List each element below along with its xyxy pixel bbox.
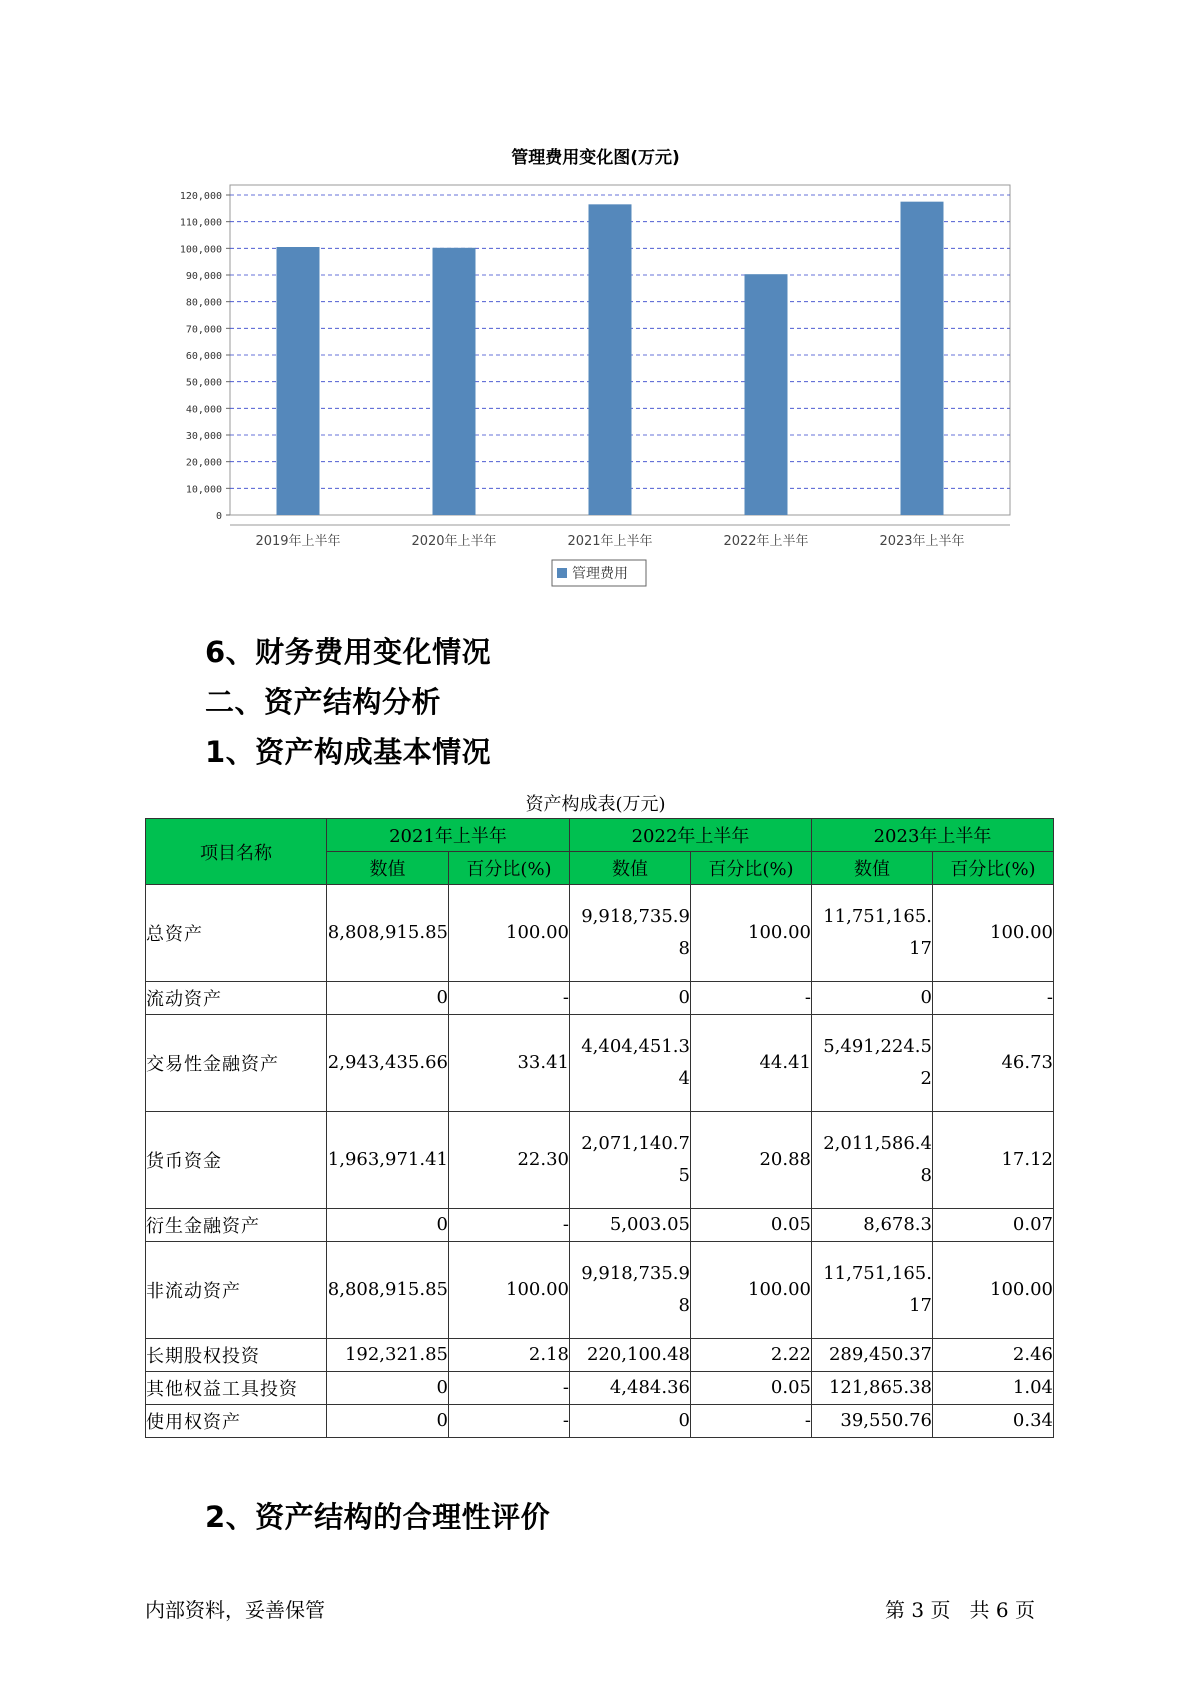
y-tick-label: 50,000: [185, 377, 222, 389]
row-label: 交易性金融资产: [146, 1015, 327, 1112]
value-cell: 0: [812, 982, 933, 1015]
y-tick-label: 60,000: [185, 351, 222, 362]
percent-cell: 0.05: [691, 1209, 812, 1242]
value-cell: 0: [327, 1209, 449, 1242]
asset-composition-table: [145, 818, 1054, 1438]
value-cell: 0: [570, 1405, 691, 1438]
table-row: [146, 1372, 1054, 1405]
header-percent: 百分比(%): [449, 852, 570, 885]
percent-cell: 17.12: [933, 1112, 1054, 1209]
table-row: [146, 1209, 1054, 1242]
value-cell: 8,808,915.85: [327, 1242, 449, 1339]
table-row: [146, 1015, 1054, 1112]
bar: [277, 247, 320, 515]
value-cell: 0: [327, 1372, 449, 1405]
row-label: 其他权益工具投资: [146, 1372, 327, 1405]
percent-cell: 44.41: [691, 1015, 812, 1112]
percent-cell: 100.00: [933, 1242, 1054, 1339]
value-cell: 11,751,165.17: [812, 885, 933, 982]
y-tick-label: 100,000: [179, 244, 222, 256]
table-row: [146, 982, 1054, 1015]
bar: [589, 204, 632, 515]
percent-cell: 100.00: [691, 885, 812, 982]
y-tick-label: 40,000: [185, 404, 222, 416]
value-cell: 9,918,735.98: [570, 885, 691, 982]
percent-cell: 22.30: [449, 1112, 570, 1209]
y-tick-label: 20,000: [185, 457, 222, 469]
value-cell: 1,963,971.41: [327, 1112, 449, 1209]
bar: [433, 248, 476, 515]
percent-cell: 33.41: [449, 1015, 570, 1112]
value-cell: 2,071,140.75: [570, 1112, 691, 1209]
percent-cell: 2.18: [449, 1339, 570, 1372]
percent-cell: 100.00: [691, 1242, 812, 1339]
value-cell: 11,751,165.17: [812, 1242, 933, 1339]
percent-cell: 2.22: [691, 1339, 812, 1372]
value-cell: 0: [327, 1405, 449, 1438]
y-tick-label: 110,000: [179, 217, 222, 229]
header-year-2023: 2023年上半年: [812, 819, 1054, 852]
y-tick-label: 90,000: [185, 271, 222, 282]
footer-page-number: 第 3 页 共 6 页: [885, 1598, 1035, 1622]
bar: [745, 274, 788, 515]
value-cell: 4,484.36: [570, 1372, 691, 1405]
value-cell: 2,943,435.66: [327, 1015, 449, 1112]
heading-asset-structure: 二、资产结构分析: [205, 685, 442, 719]
percent-cell: -: [449, 1372, 570, 1405]
row-label: 使用权资产: [146, 1405, 327, 1438]
value-cell: 5,003.05: [570, 1209, 691, 1242]
heading-asset-composition: 1、资产构成基本情况: [205, 735, 492, 769]
y-tick-label: 10,000: [185, 484, 222, 496]
y-tick-label: 120,000: [179, 191, 222, 202]
x-tick-label: 2021年上半年: [567, 534, 653, 549]
y-tick-label: 80,000: [185, 297, 222, 309]
percent-cell: -: [691, 982, 812, 1015]
percent-cell: 100.00: [449, 885, 570, 982]
table-body: [146, 885, 1054, 1438]
percent-cell: -: [449, 982, 570, 1015]
percent-cell: -: [691, 1405, 812, 1438]
percent-cell: 0.05: [691, 1372, 812, 1405]
row-label: 长期股权投资: [146, 1339, 327, 1372]
x-tick-label: 2022年上半年: [723, 534, 809, 549]
value-cell: 5,491,224.52: [812, 1015, 933, 1112]
y-tick-label: 30,000: [185, 431, 222, 442]
value-cell: 0: [327, 982, 449, 1015]
row-label: 总资产: [146, 885, 327, 982]
legend-label: 管理费用: [572, 566, 628, 582]
percent-cell: 0.34: [933, 1405, 1054, 1438]
percent-cell: 20.88: [691, 1112, 812, 1209]
table-row: [146, 1405, 1054, 1438]
header-percent: 百分比(%): [691, 852, 812, 885]
row-label: 非流动资产: [146, 1242, 327, 1339]
y-tick-label: 0: [215, 511, 222, 522]
row-label: 流动资产: [146, 982, 327, 1015]
row-label: 衍生金融资产: [146, 1209, 327, 1242]
percent-cell: 1.04: [933, 1372, 1054, 1405]
footer-confidential: 内部资料，妥善保管: [145, 1598, 325, 1622]
percent-cell: 46.73: [933, 1015, 1054, 1112]
table-row: [146, 1339, 1054, 1372]
value-cell: 289,450.37: [812, 1339, 933, 1372]
header-value: 数值: [570, 852, 691, 885]
value-cell: 0: [570, 982, 691, 1015]
heading-asset-evaluation: 2、资产结构的合理性评价: [205, 1500, 551, 1534]
chart-title: 管理费用变化图(万元): [511, 148, 680, 168]
header-item-name: 项目名称: [146, 819, 327, 885]
table-row: [146, 1242, 1054, 1339]
header-year-2022: 2022年上半年: [570, 819, 812, 852]
percent-cell: 100.00: [449, 1242, 570, 1339]
legend-swatch: [557, 568, 567, 578]
bar-chart: [150, 175, 1050, 595]
value-cell: 9,918,735.98: [570, 1242, 691, 1339]
row-label: 货币资金: [146, 1112, 327, 1209]
value-cell: 2,011,586.48: [812, 1112, 933, 1209]
percent-cell: 100.00: [933, 885, 1054, 982]
percent-cell: 2.46: [933, 1339, 1054, 1372]
header-year-2021: 2021年上半年: [327, 819, 570, 852]
value-cell: 220,100.48: [570, 1339, 691, 1372]
table-row: [146, 1112, 1054, 1209]
x-tick-label: 2023年上半年: [879, 534, 965, 549]
header-value: 数值: [327, 852, 449, 885]
header-value: 数值: [812, 852, 933, 885]
x-tick-label: 2020年上半年: [411, 534, 497, 549]
percent-cell: -: [449, 1209, 570, 1242]
value-cell: 192,321.85: [327, 1339, 449, 1372]
value-cell: 8,678.3: [812, 1209, 933, 1242]
value-cell: 39,550.76: [812, 1405, 933, 1438]
value-cell: 8,808,915.85: [327, 885, 449, 982]
percent-cell: -: [933, 982, 1054, 1015]
bar: [901, 202, 944, 515]
percent-cell: 0.07: [933, 1209, 1054, 1242]
header-percent: 百分比(%): [933, 852, 1054, 885]
x-tick-label: 2019年上半年: [255, 534, 341, 549]
percent-cell: -: [449, 1405, 570, 1438]
table-caption: 资产构成表(万元): [525, 794, 666, 815]
table-row: [146, 885, 1054, 982]
y-tick-label: 70,000: [185, 324, 222, 336]
heading-financial-expense: 6、财务费用变化情况: [205, 635, 492, 669]
value-cell: 121,865.38: [812, 1372, 933, 1405]
value-cell: 4,404,451.34: [570, 1015, 691, 1112]
